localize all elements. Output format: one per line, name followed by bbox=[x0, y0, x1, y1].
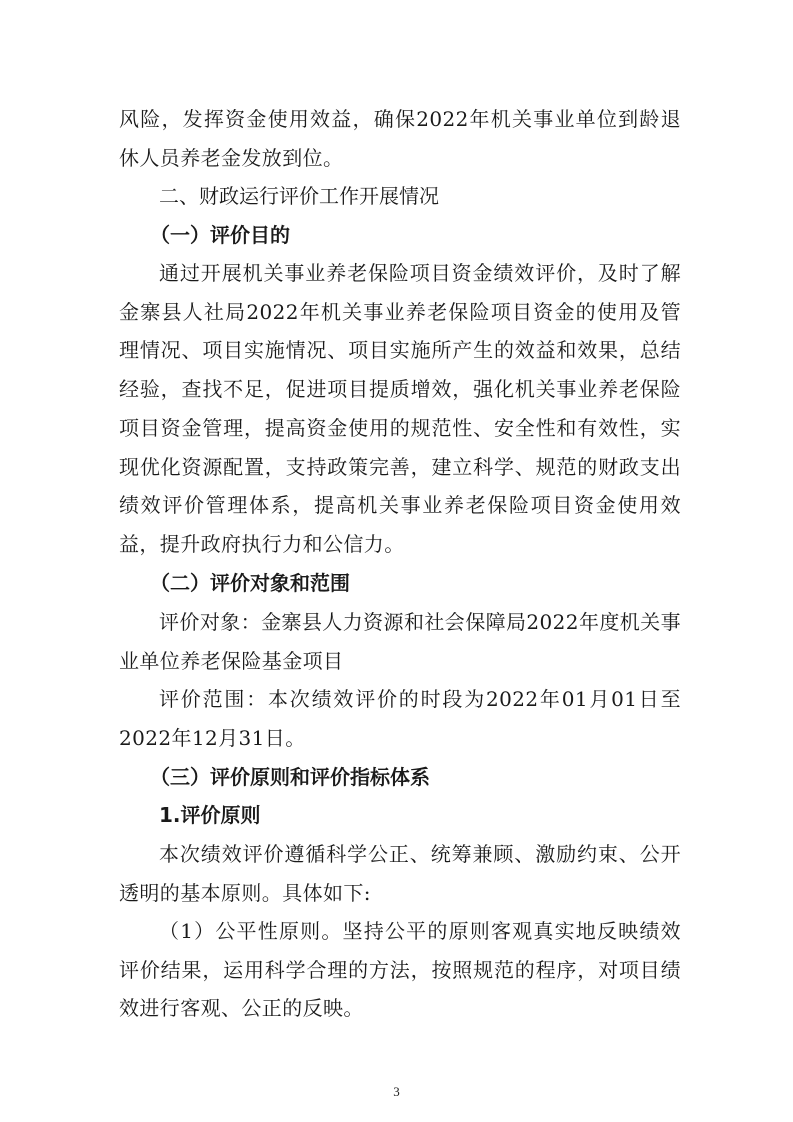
paragraph-evaluation-scope: 评价范围：本次绩效评价的时段为2022年01月01日至2022年12月31日。 bbox=[119, 687, 681, 750]
section-heading-2: 二、财政运行评价工作开展情况 bbox=[159, 184, 439, 208]
paragraph-basic-principles: 本次绩效评价遵循科学公正、统筹兼顾、激励约束、公开透明的基本原则。具体如下: bbox=[119, 842, 681, 905]
subsection-heading-principles-indicators: （三）评价原则和评价指标体系 bbox=[150, 765, 430, 789]
text-block-purpose bbox=[119, 254, 681, 564]
item-heading-principles: 1.评价原则 bbox=[159, 803, 261, 827]
subsection-heading-purpose: （一）评价目的 bbox=[150, 223, 290, 247]
text-block-sub3 bbox=[119, 758, 681, 797]
text-block-section2 bbox=[119, 177, 681, 216]
text-block-sub2 bbox=[119, 564, 681, 603]
text-block-scope bbox=[119, 680, 681, 757]
text-block-object bbox=[119, 603, 681, 680]
text-block-principle bbox=[119, 835, 681, 912]
text-block-fairness bbox=[119, 912, 681, 1028]
paragraph-purpose: 通过开展机关事业养老保险项目资金绩效评价，及时了解金寨县人社局2022年机关事业养老保险项目资金的使用及管理情况、项目实施情况、项目实施所产生的效益和效果，总结经验，查找不足，促进项目提质增效，强化机关事业养老保险项目资金管理，提高资金使用的规范性、安全性和有效性，实现优化资源配置，支持政策完善，建立科学、规范的财政支出绩效评价管理体系，提高机关事业养老保险项目资金使用效益，提升政府执行力和公信力。 bbox=[119, 261, 681, 556]
paragraph-intro-continuation: 风险，发挥资金使用效益，确保2022年机关事业单位到龄退休人员养老金发放到位。 bbox=[119, 107, 681, 170]
page-number: 3 bbox=[393, 1084, 400, 1099]
text-block-sub1 bbox=[119, 216, 681, 255]
text-block-intro bbox=[119, 100, 681, 177]
subsection-heading-object-scope: （二）评价对象和范围 bbox=[150, 571, 350, 595]
paragraph-fairness-principle: （1）公平性原则。坚持公平的原则客观真实地反映绩效评价结果，运用科学合理的方法，按照规范的程序，对项目绩效进行客观、公正的反映。 bbox=[119, 919, 681, 1021]
paragraph-evaluation-object: 评价对象：金寨县人力资源和社会保障局2022年度机关事业单位养老保险基金项目 bbox=[119, 610, 681, 673]
text-block-item1 bbox=[119, 796, 681, 835]
